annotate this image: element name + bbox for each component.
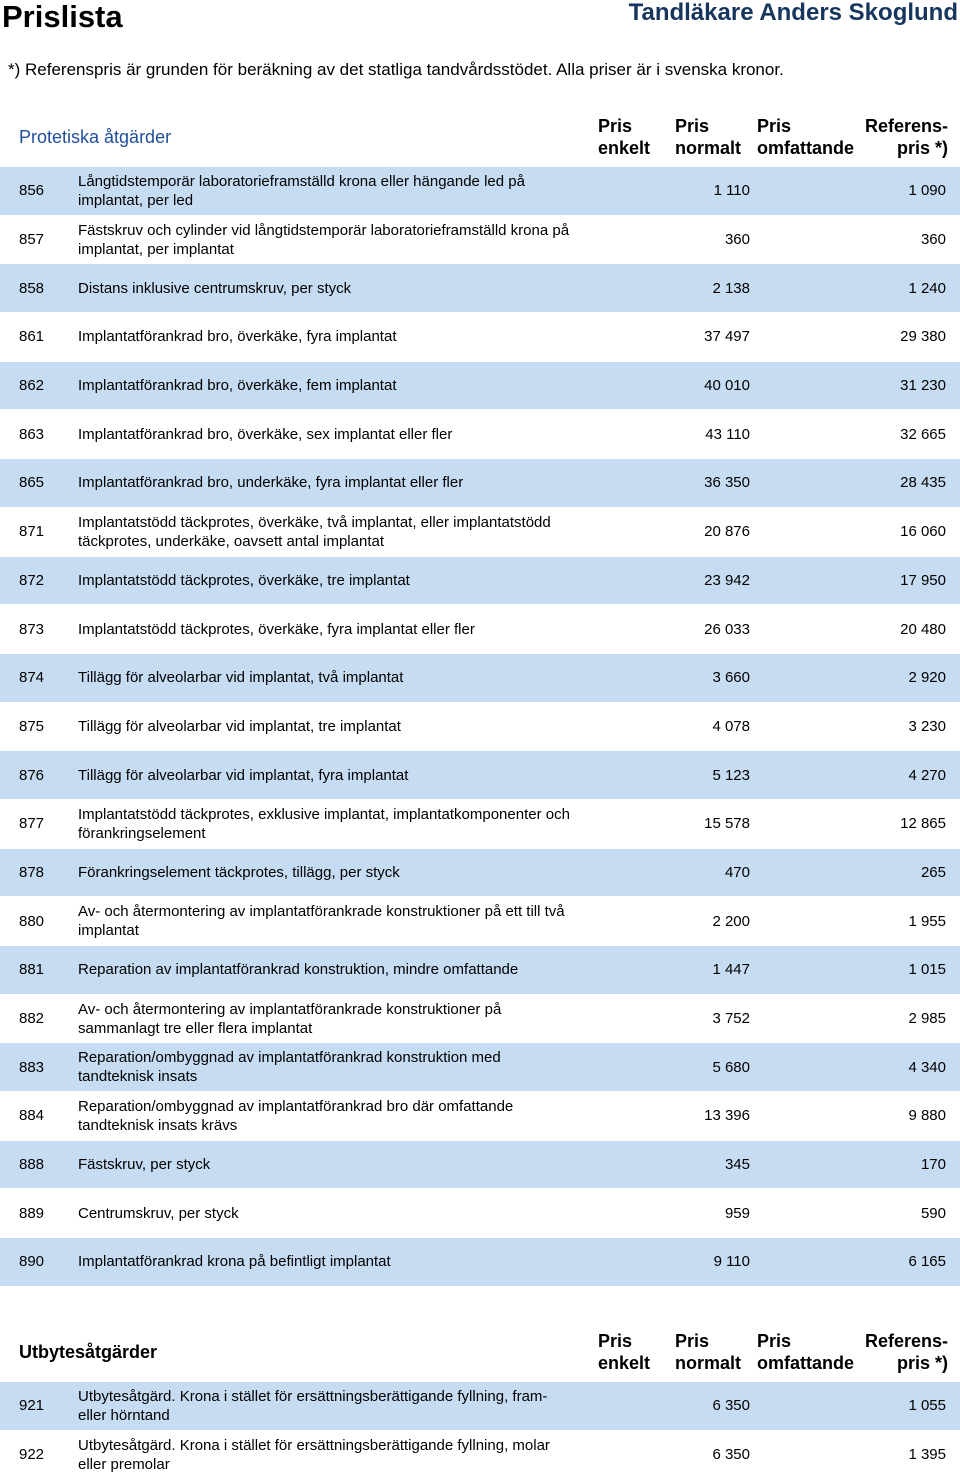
table-row	[0, 264, 960, 313]
table-row	[0, 459, 960, 508]
col-header-pris-enkelt: Pris enkelt	[598, 116, 651, 158]
price-referens: 265	[920, 863, 946, 881]
price-referens: 590	[920, 1204, 946, 1222]
table-row	[0, 897, 960, 946]
price-normalt: 23 942	[704, 571, 750, 589]
row-code: 863	[19, 425, 45, 443]
price-referens: 4 340	[908, 1058, 946, 1076]
page-title: Prislista	[2, 0, 123, 34]
table-row	[0, 410, 960, 459]
price-normalt: 13 396	[704, 1107, 750, 1125]
price-referens: 28 435	[900, 474, 946, 492]
row-description: Implantatförankrad krona på befintligt implantat	[78, 1253, 391, 1271]
table-row	[0, 849, 960, 898]
price-referens: 4 270	[908, 766, 946, 784]
price-normalt: 470	[724, 863, 750, 881]
row-description: Implantatförankrad bro, överkäke, fem implantat	[78, 377, 397, 395]
row-description: Distans inklusive centrumskruv, per styck	[78, 279, 352, 297]
row-code: 873	[19, 620, 45, 638]
price-referens: 16 060	[900, 523, 946, 541]
price-referens: 170	[920, 1156, 946, 1174]
price-referens: 12 865	[900, 815, 946, 833]
table-row	[0, 1092, 960, 1141]
section-header	[0, 115, 960, 167]
row-code: 878	[19, 863, 45, 881]
col-header-pris-normalt: Pris normalt	[675, 116, 742, 158]
section-title: Utbytesåtgärder	[19, 1342, 158, 1362]
table-row	[0, 557, 960, 606]
section-utbytesatgarder	[0, 1330, 960, 1479]
row-code: 876	[19, 766, 45, 784]
row-code: 856	[19, 182, 45, 200]
row-code: 880	[19, 912, 45, 930]
row-code: 883	[19, 1058, 45, 1076]
col-header-pris-omfattande: Pris omfattande	[757, 1331, 855, 1373]
price-referens: 2 920	[908, 669, 946, 687]
row-description: Av- och återmontering av implantatförankrade konstruktioner på ett till två implantat	[78, 903, 565, 940]
price-normalt: 2 200	[712, 912, 750, 930]
price-normalt: 2 138	[712, 279, 750, 297]
row-code: 888	[19, 1156, 45, 1174]
price-referens: 17 950	[900, 571, 946, 589]
clinic-name: Tandläkare Anders Skoglund	[628, 0, 958, 26]
section-protetiska	[0, 115, 960, 1287]
table-row	[0, 1141, 960, 1190]
price-normalt: 20 876	[704, 523, 750, 541]
row-description: Implantatstödd täckprotes, överkäke, två implantat, eller implantatstödd täckprotes, underkäke, oavsett antal implantat	[78, 513, 551, 550]
table-row	[0, 1431, 960, 1479]
row-description: Tillägg för alveolarbar vid implantat, två implantat	[78, 669, 404, 687]
table-row	[0, 605, 960, 654]
table-row	[0, 1043, 960, 1092]
row-description: Utbytesåtgärd. Krona i stället för ersättningsberättigande fyllning, molar eller premolar	[78, 1436, 550, 1473]
price-normalt: 4 078	[712, 717, 750, 735]
price-normalt: 3 660	[712, 669, 750, 687]
table-row	[0, 362, 960, 411]
table-row	[0, 800, 960, 849]
row-code: 889	[19, 1204, 45, 1222]
table-row	[0, 1238, 960, 1287]
row-description: Fästskruv, per styck	[78, 1156, 211, 1174]
table-row	[0, 508, 960, 557]
price-referens: 1 090	[908, 182, 946, 200]
price-normalt: 26 033	[704, 620, 750, 638]
row-description: Reparation/ombyggnad av implantatförankrad bro där omfattande tandteknisk insats krävs	[78, 1097, 514, 1134]
col-header-referenspris: Referens- pris *)	[864, 1331, 948, 1373]
price-referens: 31 230	[900, 377, 946, 395]
price-normalt: 5 123	[712, 766, 750, 784]
col-header-pris-omfattande: Pris omfattande	[757, 116, 855, 158]
col-header-referenspris: Referens- pris *)	[864, 116, 948, 158]
price-referens: 1 395	[908, 1446, 946, 1464]
price-normalt: 6 350	[712, 1397, 750, 1415]
row-code: 857	[19, 231, 45, 249]
reference-price-note: *) Referenspris är grunden för beräkning av det statliga tandvårdsstödet. Alla priser är i svenska kronor.	[8, 60, 784, 79]
row-description: Implantatförankrad bro, underkäke, fyra implantat eller fler	[78, 474, 464, 492]
row-description: Centrumskruv, per styck	[78, 1204, 239, 1222]
row-description: Implantatstödd täckprotes, överkäke, tre implantat	[78, 571, 410, 589]
price-referens: 3 230	[908, 717, 946, 735]
row-description: Reparation av implantatförankrad konstruktion, mindre omfattande	[78, 961, 519, 979]
row-code: 921	[19, 1397, 45, 1415]
price-referens: 20 480	[900, 620, 946, 638]
price-normalt: 360	[724, 231, 750, 249]
price-normalt: 1 110	[713, 182, 750, 200]
row-description: Av- och återmontering av implantatförankrade konstruktioner på sammanlagt tre eller flera implantat	[78, 1000, 502, 1037]
row-code: 865	[19, 474, 45, 492]
row-description: Förankringselement täckprotes, tillägg, per styck	[78, 863, 400, 881]
row-code: 875	[19, 717, 45, 735]
row-code: 858	[19, 279, 45, 297]
row-description: Implantatstödd täckprotes, exklusive implantat, implantatkomponenter och förankringselement	[78, 805, 570, 842]
row-code: 882	[19, 1010, 45, 1028]
table-row	[0, 703, 960, 752]
price-referens: 360	[920, 231, 946, 249]
price-referens: 29 380	[900, 328, 946, 346]
table-row	[0, 995, 960, 1044]
row-description: Implantatstödd täckprotes, överkäke, fyra implantat eller fler	[78, 620, 475, 638]
row-code: 877	[19, 815, 45, 833]
price-referens: 6 165	[908, 1253, 946, 1271]
row-description: Tillägg för alveolarbar vid implantat, tre implantat	[78, 717, 401, 735]
price-referens: 1 015	[908, 961, 946, 979]
row-description: Långtidstemporär laboratorieframställd krona eller hängande led på implantat, per led	[78, 172, 525, 209]
table-row	[0, 1382, 960, 1431]
row-code: 872	[19, 571, 45, 589]
price-normalt: 345	[724, 1156, 750, 1174]
row-description: Utbytesåtgärd. Krona i stället för ersättningsberättigande fyllning, fram- eller hörntand	[78, 1387, 548, 1424]
row-description: Implantatförankrad bro, överkäke, fyra implantat	[78, 328, 397, 346]
price-referens: 1 240	[908, 279, 946, 297]
price-referens: 9 880	[908, 1107, 946, 1125]
price-normalt: 1 447	[712, 961, 750, 979]
row-code: 861	[19, 328, 45, 346]
row-code: 881	[19, 961, 45, 979]
row-description: Reparation/ombyggnad av implantatförankrad konstruktion med tandteknisk insats	[78, 1049, 501, 1086]
row-code: 884	[19, 1107, 45, 1125]
table-row	[0, 751, 960, 800]
price-normalt: 37 497	[704, 328, 750, 346]
price-normalt: 40 010	[704, 377, 750, 395]
table-row	[0, 654, 960, 703]
row-code: 890	[19, 1253, 45, 1271]
col-header-pris-normalt: Pris normalt	[675, 1331, 742, 1373]
price-referens: 32 665	[900, 425, 946, 443]
price-referens: 1 955	[908, 912, 946, 930]
price-referens: 2 985	[908, 1010, 946, 1028]
section-title: Protetiska åtgärder	[19, 127, 172, 147]
table-row	[0, 167, 960, 216]
price-normalt: 6 350	[712, 1446, 750, 1464]
price-normalt: 5 680	[712, 1058, 750, 1076]
price-normalt: 3 752	[712, 1010, 750, 1028]
price-normalt: 959	[724, 1204, 750, 1222]
price-referens: 1 055	[908, 1397, 946, 1415]
row-description: Tillägg för alveolarbar vid implantat, fyra implantat	[78, 766, 409, 784]
price-normalt: 43 110	[705, 425, 750, 443]
row-description: Implantatförankrad bro, överkäke, sex implantat eller fler	[78, 425, 453, 443]
col-header-pris-enkelt: Pris enkelt	[598, 1331, 651, 1373]
price-normalt: 9 110	[713, 1253, 750, 1271]
section-header	[0, 1330, 960, 1382]
row-code: 862	[19, 377, 45, 395]
table-row	[0, 946, 960, 995]
table-row	[0, 313, 960, 362]
price-normalt: 15 578	[704, 815, 750, 833]
row-code: 871	[19, 523, 45, 541]
table-row	[0, 216, 960, 265]
row-code: 874	[19, 669, 45, 687]
row-code: 922	[19, 1446, 45, 1464]
table-row	[0, 1189, 960, 1238]
price-normalt: 36 350	[704, 474, 750, 492]
row-description: Fästskruv och cylinder vid långtidstemporär laboratorieframställd krona på implantat, per implantat	[78, 221, 570, 258]
